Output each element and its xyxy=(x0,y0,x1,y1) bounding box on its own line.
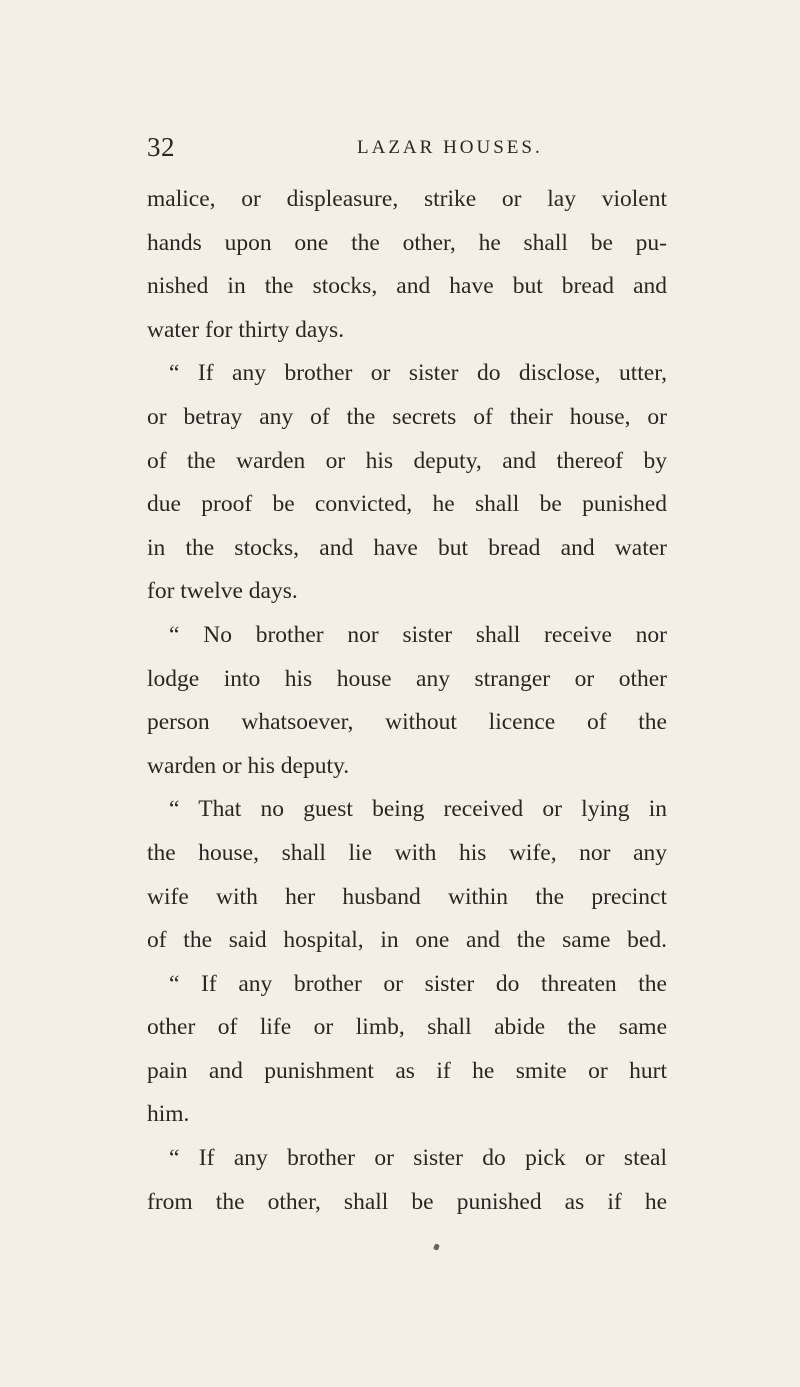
text-line: nished in the stocks, and have but bread and xyxy=(147,273,667,300)
text-line: malice, or displeasure, strike or lay violent xyxy=(147,186,667,212)
text-line: due proof be convicted, he shall be punished xyxy=(147,491,667,518)
text-line: lodge into his house any stranger or other xyxy=(147,665,667,692)
text-line: for twelve days. xyxy=(147,578,298,605)
page-number: 32 xyxy=(147,132,175,162)
text-line: other of life or limb, shall abide the same xyxy=(147,1014,667,1041)
ink-speck xyxy=(433,1243,440,1250)
text-line: “ If any brother or sister do threaten the xyxy=(169,970,667,997)
text-line: warden or his deputy. xyxy=(147,752,350,779)
text-line: “ If any brother or sister do disclose, utter, xyxy=(169,360,667,387)
body-text xyxy=(147,178,667,1224)
text-line: or betray any of the secrets of their house, or xyxy=(147,403,667,430)
text-line: of the warden or his deputy, and thereof by xyxy=(147,447,667,474)
text-line: him. xyxy=(147,1101,190,1128)
text-line: “ If any brother or sister do pick or steal xyxy=(169,1145,667,1172)
text-line: “ That no guest being received or lying in xyxy=(169,796,667,823)
text-line: water for thirty days. xyxy=(147,316,345,343)
text-line: wife with her husband within the precinct xyxy=(147,883,667,910)
text-line: pain and punishment as if he smite or hurt xyxy=(147,1057,667,1084)
text-line: the house, shall lie with his wife, nor any xyxy=(147,839,667,866)
text-line: “ No brother nor sister shall receive nor xyxy=(169,621,667,648)
text-line: hands upon one the other, he shall be pu- xyxy=(147,229,667,256)
running-title: LAZAR HOUSES. xyxy=(357,137,543,158)
text-line: from the other, shall be punished as if he xyxy=(147,1188,667,1215)
page-header xyxy=(147,132,667,168)
text-line: of the said hospital, in one and the same bed. xyxy=(147,927,667,954)
text-line: in the stocks, and have but bread and water xyxy=(147,534,667,561)
text-line: person whatsoever, without licence of the xyxy=(147,709,667,736)
